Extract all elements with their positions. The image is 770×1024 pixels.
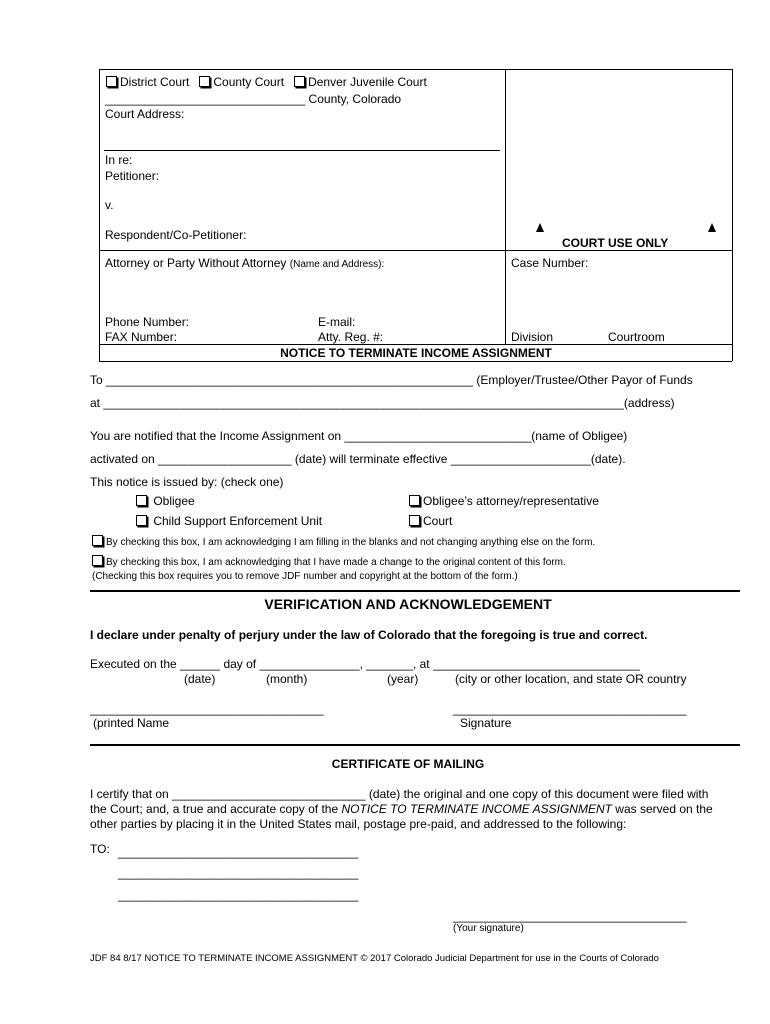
option-court (409, 514, 452, 528)
mailing-line2-title: NOTICE TO TERMINATE INCOME ASSIGNMENT (341, 802, 612, 816)
activated-line[interactable]: activated on ____________________ (date) will terminate effective _____________________(date). (90, 452, 626, 466)
petitioner-label: Petitioner: (105, 169, 160, 183)
csu-label: Child Support Enforcement Unit (153, 514, 323, 528)
option-attorney (409, 494, 599, 508)
court-label: Court (423, 514, 453, 528)
mailing-line2 (90, 802, 713, 816)
issued-by-label: This notice is issued by: (check one) (90, 475, 284, 489)
county-court-label: County Court (213, 75, 285, 89)
mailing-line2-c: was served on the (611, 802, 713, 816)
court-use-only-label: COURT USE ONLY (562, 236, 669, 250)
attorney-rep-checkbox[interactable] (409, 495, 420, 506)
ack2 (92, 555, 566, 568)
fax-label: FAX Number: (105, 330, 178, 344)
caption-left-border (99, 69, 100, 361)
your-signature-line[interactable]: ___________________________________ (453, 909, 687, 923)
caption-bottom-border (99, 361, 732, 362)
address-line-2[interactable]: ____________________________________ (118, 866, 359, 880)
date-caption: (date) (184, 672, 216, 686)
mailing-title: CERTIFICATE OF MAILING (331, 757, 485, 771)
obligee-label: Obligee (153, 494, 195, 508)
printed-name-caption: (printed Name (93, 716, 170, 730)
attorney-label-text: Attorney or Party Without Attorney (105, 256, 287, 270)
section-divider-mailing (90, 744, 740, 746)
caption-title-rule (99, 344, 732, 345)
up-arrow-icon-left (536, 223, 544, 232)
county-court-checkbox[interactable] (199, 76, 210, 87)
county-line[interactable]: ______________________________ County, Colorado (105, 92, 402, 106)
to-line[interactable]: To _______________________________________________________ (Employer/Trustee/Other Payor of Funds (90, 373, 693, 387)
versus-label: v. (105, 198, 114, 212)
ack1-checkbox[interactable] (92, 535, 103, 546)
district-court-checkbox[interactable] (106, 76, 117, 87)
denver-juvenile-checkbox[interactable] (294, 76, 305, 87)
courtroom-label: Courtroom (608, 330, 665, 344)
city-caption: (city or other location, and state OR country (455, 672, 687, 686)
attorney-label-note: (Name and Address): (289, 259, 385, 270)
phone-label: Phone Number: (105, 315, 190, 329)
address-line-1[interactable]: ____________________________________ (118, 845, 359, 859)
ack1-text: By checking this box, I am acknowledging I am filling in the blanks and not changing anything else on the form. (106, 537, 596, 548)
ack2-note: (Checking this box requires you to remove JDF number and copyright at the bottom of the form.) (92, 571, 518, 582)
obligee-checkbox[interactable] (136, 495, 147, 506)
ack1 (92, 535, 595, 548)
caption-row-rule (99, 250, 732, 251)
year-caption: (year) (387, 672, 419, 686)
printed-name-line[interactable]: ___________________________________ (90, 702, 324, 716)
option-csu (136, 514, 322, 528)
mailing-line3: other parties by placing it in the United States mail, postage pre-paid, and addressed to the following: (90, 817, 627, 831)
atty-reg-label: Atty. Reg. #: (318, 330, 384, 344)
form-footer: JDF 84 8/17 NOTICE TO TERMINATE INCOME ASSIGNMENT © 2017 Colorado Judicial Department for use in the Courts of Colorado (90, 953, 659, 964)
in-re-label: In re: (105, 153, 133, 167)
email-label: E-mail: (318, 315, 356, 329)
court-address-label: Court Address: (105, 107, 185, 121)
respondent-label: Respondent/Co-Petitioner: (105, 228, 247, 242)
option-obligee (136, 494, 195, 508)
court-checkbox[interactable] (409, 515, 420, 526)
mailing-line2-a: the Court; and, a true and accurate copy of the (90, 802, 342, 816)
district-court-label: District Court (120, 75, 190, 89)
attorney-label (105, 256, 384, 270)
signature-caption: Signature (460, 716, 512, 730)
caption-address-rule (104, 150, 500, 151)
case-number-label: Case Number: (511, 256, 589, 270)
to-label: TO: (90, 842, 110, 856)
your-signature-caption: (Your signature) (453, 923, 524, 934)
address-line-3[interactable]: ____________________________________ (118, 888, 359, 902)
executed-line[interactable]: Executed on the ______ day of _______________, _______, at _______________________________ (90, 657, 640, 671)
denver-juvenile-label: Denver Juvenile Court (308, 75, 427, 89)
ack2-checkbox[interactable] (92, 555, 103, 566)
verification-title: VERIFICATION AND ACKNOWLEDGEMENT (264, 596, 552, 612)
caption-right-border (732, 69, 733, 361)
mailing-line1[interactable]: I certify that on _____________________________ (date) the original and one copy of this document were filed with (90, 787, 709, 801)
attorney-rep-label: Obligee’s attorney/representative (423, 494, 599, 508)
caption-top-border (99, 69, 732, 70)
up-arrow-icon-right (708, 223, 716, 232)
month-caption: (month) (266, 672, 308, 686)
signature-line[interactable]: ___________________________________ (453, 702, 687, 716)
at-line[interactable]: at ______________________________________________________________________________(address) (90, 396, 675, 410)
section-divider-verification (90, 590, 740, 592)
division-label: Division (511, 330, 554, 344)
court-options (106, 75, 427, 89)
notified-line[interactable]: You are notified that the Income Assignment on ____________________________(name of Obligee) (90, 429, 628, 443)
caption-divider (505, 69, 506, 344)
declare-statement: I declare under penalty of perjury under the law of Colorado that the foregoing is true and correct. (90, 628, 648, 642)
csu-checkbox[interactable] (136, 515, 147, 526)
form-title: NOTICE TO TERMINATE INCOME ASSIGNMENT (280, 346, 552, 360)
ack2-text: By checking this box, I am acknowledging that I have made a change to the original content of this form. (106, 557, 566, 568)
